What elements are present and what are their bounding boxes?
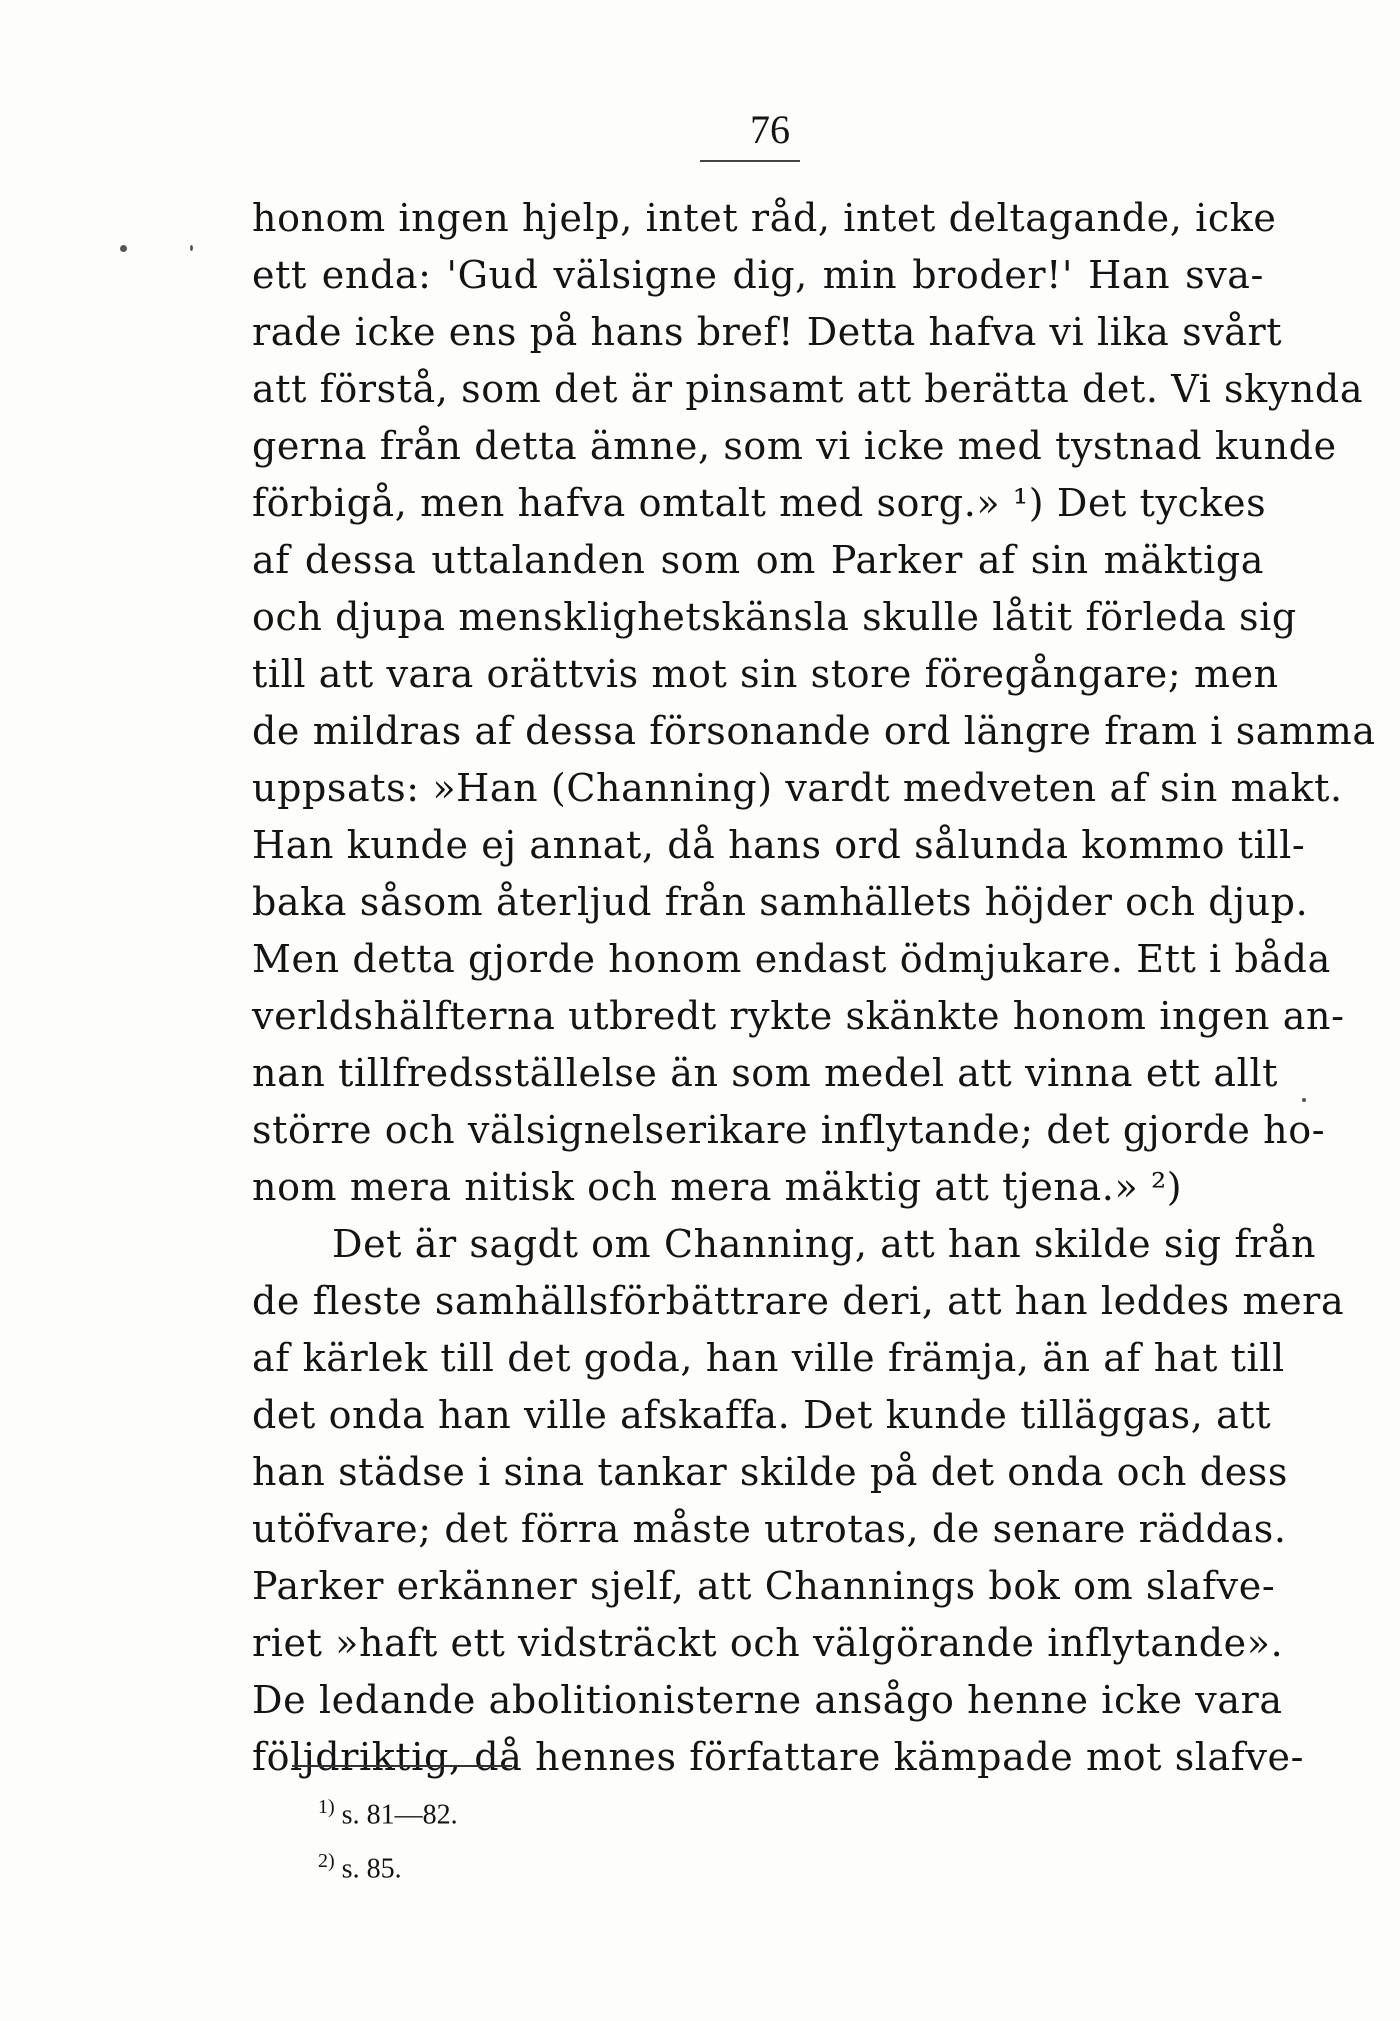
footnotes	[318, 1784, 458, 1893]
print-speck	[120, 245, 127, 252]
footnote-rule	[292, 1765, 512, 1767]
text-line: Men detta gjorde honom endast ödmjukare. Ett i båda	[252, 937, 1331, 981]
text-line: att förstå, som det är pinsamt att berätta det. Vi skynda	[252, 367, 1364, 411]
page-number: 76	[750, 107, 790, 152]
footnote-marker: 1)	[318, 1796, 335, 1818]
text-line: Parker erkänner sjelf, att Channings bok om slafve-	[252, 1564, 1276, 1608]
footnote-text: s. 81—82.	[341, 1799, 458, 1831]
text-line: rade icke ens på hans bref! Detta hafva vi lika svårt	[252, 310, 1283, 354]
footnote	[318, 1838, 458, 1892]
print-speck	[190, 245, 193, 251]
text-line: följdriktig, då hennes författare kämpade mot slafve-	[252, 1735, 1305, 1779]
text-line: utöfvare; det förra måste utrotas, de senare räddas.	[252, 1507, 1287, 1551]
page-number-rule	[700, 160, 800, 162]
text-line: uppsats: »Han (Channing) vardt medveten af sin makt.	[252, 766, 1343, 810]
text-line: de fleste samhällsförbättrare deri, att han leddes mera	[252, 1279, 1345, 1323]
text-line: Det är sagdt om Channing, att han skilde sig från	[332, 1222, 1317, 1266]
text-line: nom mera nitisk och mera mäktig att tjena.» ²)	[252, 1165, 1183, 1209]
text-line: till att vara orättvis mot sin store föregångare; men	[252, 652, 1279, 696]
text-line: förbigå, men hafva omtalt med sorg.» ¹) Det tyckes	[252, 481, 1267, 525]
text-line: honom ingen hjelp, intet råd, intet deltagande, icke	[252, 196, 1277, 240]
text-line: af kärlek till det goda, han ville främja, än af hat till	[252, 1336, 1285, 1380]
text-line: af dessa uttalanden som om Parker af sin mäktiga	[252, 538, 1264, 582]
text-line: det onda han ville afskaffa. Det kunde tilläggas, att	[252, 1393, 1272, 1437]
text-line: Han kunde ej annat, då hans ord sålunda kommo till-	[252, 823, 1306, 867]
footnote-text: s. 85.	[341, 1853, 402, 1885]
text-line: och djupa mensklighetskänsla skulle låtit förleda sig	[252, 595, 1297, 639]
body-text	[252, 190, 1376, 1786]
print-speck	[1302, 1098, 1306, 1102]
footnote	[318, 1784, 458, 1838]
text-line: nan tillfredsställelse än som medel att vinna ett allt	[252, 1051, 1278, 1095]
text-line: han städse i sina tankar skilde på det onda och dess	[252, 1450, 1289, 1494]
text-line: de mildras af dessa försonande ord längre fram i samma	[252, 709, 1376, 753]
text-line: baka såsom återljud från samhällets höjder och djup.	[252, 880, 1309, 924]
text-line: större och välsignelserikare inflytande; det gjorde ho-	[252, 1108, 1326, 1152]
footnote-marker: 2)	[318, 1850, 335, 1873]
text-line: verldshälfterna utbredt rykte skänkte honom ingen an-	[252, 994, 1345, 1038]
text-line: riet »haft ett vidsträckt och välgörande inflytande».	[252, 1621, 1284, 1665]
text-line: De ledande abolitionisterne ansågo henne icke vara	[252, 1678, 1283, 1722]
text-line: gerna från detta ämne, som vi icke med tystnad kunde	[252, 424, 1337, 468]
text-line: ett enda: 'Gud välsigne dig, min broder!' Han sva-	[252, 253, 1264, 297]
